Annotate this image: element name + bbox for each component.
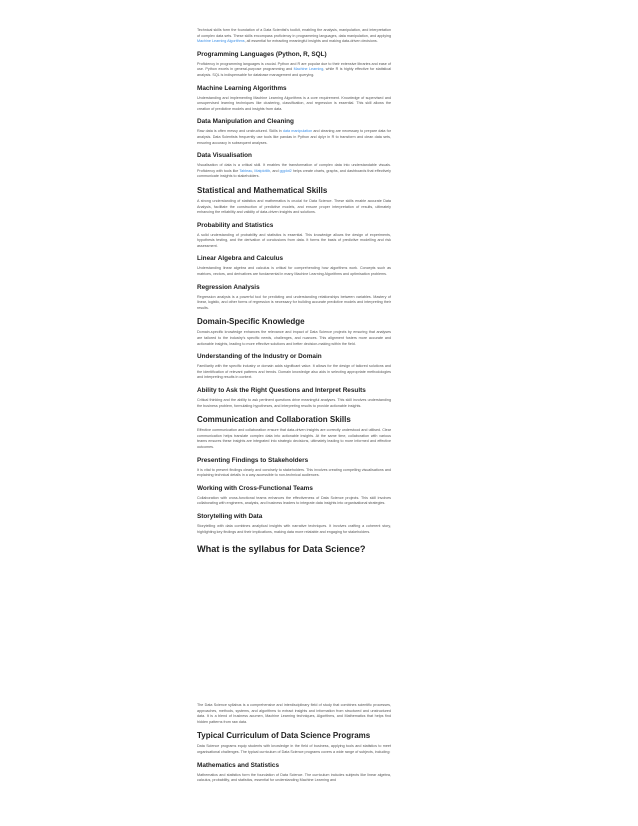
paragraph-presenting-findings: It is vital to present findings clearly and concisely to stakeholders. This involves creating compelling visualisations and explaining technical details in a way accessible to non-technical audiences. bbox=[197, 467, 391, 478]
heading-programming-languages: Programming Languages (Python, R, SQL) bbox=[197, 50, 327, 58]
paragraph-data-visualisation: Visualisation of data is a critical skill. It enables the transformation of complex data into understandable visuals. Proficiency with tools like Tableau, Matplotlib, and ggplot2 helps create charts, graphs, and dashboards that effectively communicate insights to stakeholders. bbox=[197, 163, 392, 179]
heading-mathematics-statistics: Mathematics and Statistics bbox=[197, 761, 280, 769]
data-manipulation-link[interactable]: data manipulation bbox=[282, 129, 313, 134]
article-body bbox=[197, 28, 391, 555]
paragraph-syllabus-intro: The Data Science syllabus is a comprehensive and interdisciplinary field of study that combines scientific processes, approaches, methods, systems, and algorithms to extract insights and information from structured and unstructured data. It is a blend of business acumen, Machine Learning techniques, Algorithms, and Mathematics that helps find hidden patterns from raw data. bbox=[197, 703, 391, 724]
heading-cross-functional-teams: Working with Cross-Functional Teams bbox=[197, 484, 313, 492]
heading-presenting-findings: Presenting Findings to Stakeholders bbox=[197, 456, 309, 464]
paragraph-data-manipulation: Raw data is often messy and unstructured. Skills in data manipulation and cleaning are necessary to prepare data for analysis. Data Scientists frequently use tools like pandas in Python and dplyr in R to transform and clean data sets, ensuring accuracy in subsequent analyses. bbox=[197, 129, 391, 145]
heading-machine-learning-algorithms: Machine Learning Algorithms bbox=[197, 84, 287, 92]
heading-linear-algebra-calculus: Linear Algebra and Calculus bbox=[197, 255, 284, 263]
paragraph-statistical-mathematical-skills: A strong understanding of statistics and mathematics is crucial for Data Science. These skills enable accurate Data Analysis, facilitate the construction of predictive models, and ensure proper interpretation of results, ultimately enhancing the reliability and validity of data-driven insights and solutions. bbox=[197, 198, 391, 215]
article-body-lower bbox=[197, 703, 391, 784]
tableau-link[interactable]: Tableau bbox=[239, 168, 253, 173]
heading-statistical-mathematical-skills: Statistical and Mathematical Skills bbox=[197, 185, 328, 195]
ggplot2-link[interactable]: ggplot2 bbox=[279, 168, 292, 173]
heading-regression-analysis: Regression Analysis bbox=[197, 283, 260, 291]
paragraph-domain-specific-knowledge: Domain-specific knowledge enhances the relevance and impact of Data Science projects by ensuring that analyses are tailored to the industry's specific needs, challenges, and nuances. This alignment fosters more accurate and actionable insights, leading to more effective solutions and better decision-making within the field. bbox=[197, 330, 391, 346]
paragraph-mathematics-statistics: Mathematics and statistics form the foundation of Data Science. The curriculum includes subjects like linear algebra, calculus, probability, and statistics, essential for understanding Machine Learning and bbox=[197, 772, 391, 783]
paragraph-linear-algebra-calculus: Understanding linear algebra and calculus is critical for comprehending how algorithms work. Concepts such as matrices, vectors, and derivatives are fundamental in many Machine Learning Algorithms and optimisation problems. bbox=[197, 266, 391, 277]
heading-understanding-industry: Understanding of the Industry or Domain bbox=[197, 353, 322, 361]
heading-data-visualisation: Data Visualisation bbox=[197, 152, 252, 160]
heading-data-manipulation: Data Manipulation and Cleaning bbox=[197, 118, 294, 126]
paragraph-programming-languages: Proficiency in programming languages is crucial. Python and R are popular due to their extensive libraries and ease of use. Python excels in general-purpose programming and Machine Learning, while R is highly effective for statistical analysis. SQL is indispensable for database management and querying. bbox=[197, 61, 391, 77]
paragraph-typical-curriculum: Data Science programs equip students with knowledge in the field of business, applying tools and statistics to meet organisational challenges. The typical curriculum of Data Science programs covers a wide range of subjects, including: bbox=[197, 744, 391, 754]
paragraph-storytelling-with-data: Storytelling with data combines analytical insights with narrative techniques. It involves crafting a coherent story, highlighting key findings and their implications, making data more relatable and engaging for stakeholders. bbox=[197, 523, 391, 534]
paragraph-communication-collaboration: Effective communication and collaboration ensure that data-driven insights are correctly understood and utilised. Clear communication helps translate complex data into actionable insights. At the same time, collaboration with various teams ensures these insights are integrated into strategic decisions, ultimately leading to more informed and effective outcomes. bbox=[197, 428, 391, 449]
matplotlib-link[interactable]: Matplotlib bbox=[254, 168, 271, 173]
paragraph-probability-statistics: A solid understanding of probability and statistics is essential. This knowledge allows the design of experiments, hypothesis testing, and the derivation of conclusions from data. It forms the basis of predictive modelling and risk assessment. bbox=[197, 232, 391, 248]
paragraph-regression-analysis: Regression analysis is a powerful tool for predicting and understanding relationships between variables. Mastery of linear, logistic, and other forms of regression is necessary for building accurate predictive models and interpreting their results. bbox=[197, 294, 391, 310]
heading-communication-collaboration: Communication and Collaboration Skills bbox=[197, 415, 351, 425]
heading-typical-curriculum: Typical Curriculum of Data Science Programs bbox=[197, 731, 371, 741]
paragraph-cross-functional-teams: Collaboration with cross-functional teams enhances the effectiveness of Data Science projects. This skill involves collaborating with engineers, analysts, and business leaders to integrate data insights into organisational strategies. bbox=[197, 495, 391, 506]
heading-storytelling-with-data: Storytelling with Data bbox=[197, 512, 263, 520]
heading-ask-right-questions: Ability to Ask the Right Questions and Interpret Results bbox=[197, 387, 366, 394]
paragraph-machine-learning-algorithms: Understanding and implementing Machine Learning Algorithms is a core requirement. Knowledge of supervised and unsupervised learning techniques like clustering, classification, and regression is essential. This skill allows the creation of predictive models and insights from data. bbox=[197, 95, 391, 111]
machine-learning-algorithms-link[interactable]: Machine Learning Algorithms bbox=[197, 39, 245, 44]
heading-domain-specific-knowledge: Domain-Specific Knowledge bbox=[197, 317, 305, 327]
heading-probability-statistics: Probability and Statistics bbox=[197, 221, 274, 229]
paragraph-ask-right-questions: Critical thinking and the ability to ask pertinent questions drive meaningful analyses. This skill involves understanding the business problem, formulating hypotheses, and interpreting results to provide actionable insights. bbox=[197, 398, 391, 408]
heading-syllabus-for-data-science: What is the syllabus for Data Science? bbox=[197, 544, 366, 555]
machine-learning-link[interactable]: Machine Learning bbox=[293, 67, 324, 72]
paragraph-understanding-industry: Familiarity with the specific industry or domain adds significant value. It allows for the design of tailored solutions and the identification of relevant patterns and trends. Domain knowledge also aids in selecting appropriate methodologies and interpreting results in context. bbox=[197, 364, 391, 380]
intro-paragraph: Technical skills form the foundation of a Data Scientist's toolkit, enabling the analysis, manipulation, and interpretation of complex data sets. These skills encompass proficiency in programming languages, data manipulation, and applying Machine Learning Algorithms, all essential for extracting meaningful insights and making data-driven decisions. bbox=[197, 28, 391, 44]
